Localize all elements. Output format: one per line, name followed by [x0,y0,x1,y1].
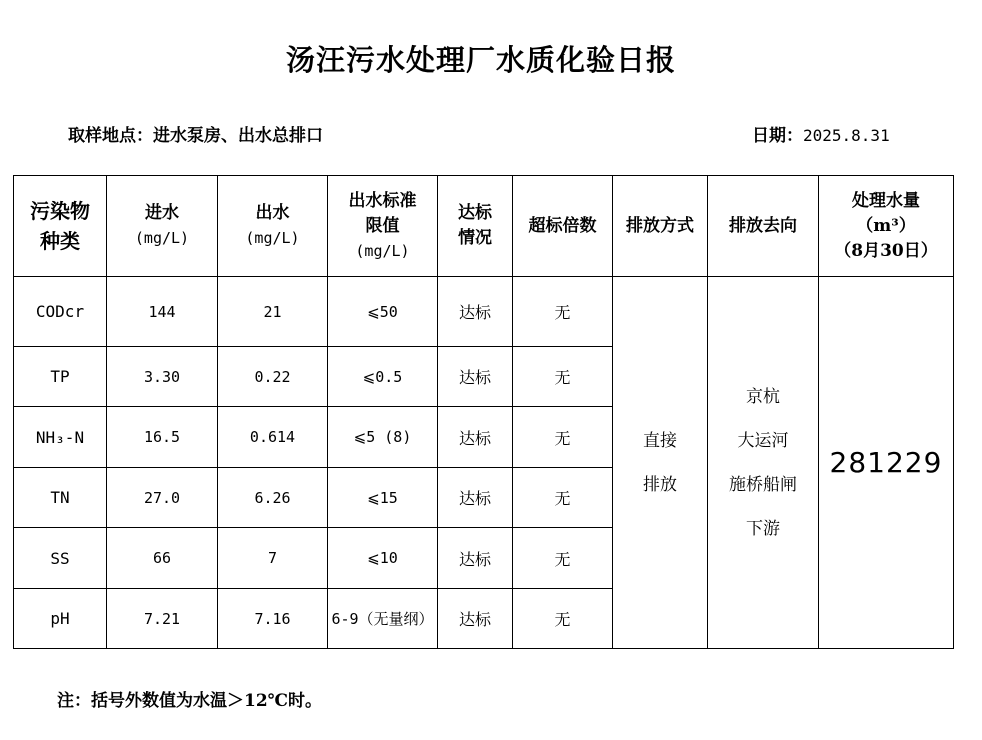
effluent-value: 0.22 [218,347,328,407]
footnote: 注：括号外数值为水温＞12℃时。 [57,691,323,711]
limit-value: ⩽0.5 [328,347,438,407]
exceed-multiple: 无 [513,589,613,649]
influent-value: 27.0 [107,468,218,528]
header-exceed: 超标倍数 [513,176,613,277]
limit-value: ⩽50 [328,277,438,347]
exceed-multiple: 无 [513,528,613,589]
influent-value: 7.21 [107,589,218,649]
limit-value: ⩽15 [328,468,438,528]
water-quality-table [13,175,954,649]
influent-value: 144 [107,277,218,347]
exceed-multiple: 无 [513,277,613,347]
report-title: 汤汪污水处理厂水质化验日报 [285,43,676,77]
pollutant-name: SS [14,528,107,589]
header-limit: 出水标准 限值 (mg/L) [328,176,438,277]
compliance-status: 达标 [438,528,513,589]
header-influent: 进水 (mg/L) [107,176,218,277]
effluent-value: 7.16 [218,589,328,649]
effluent-value: 21 [218,277,328,347]
influent-value: 66 [107,528,218,589]
header-volume: 处理水量 （m³） （8月30日） [819,176,954,277]
effluent-value: 0.614 [218,407,328,468]
limit-value: ⩽5 (8) [328,407,438,468]
pollutant-name: pH [14,589,107,649]
compliance-status: 达标 [438,347,513,407]
compliance-status: 达标 [438,468,513,528]
effluent-value: 7 [218,528,328,589]
pollutant-name: CODcr [14,277,107,347]
exceed-multiple: 无 [513,468,613,528]
limit-value: 6-9（无量纲） [328,589,438,649]
pollutant-name: TN [14,468,107,528]
header-effluent: 出水 (mg/L) [218,176,328,277]
exceed-multiple: 无 [513,407,613,468]
header-discharge-direction: 排放去向 [708,176,819,277]
date-label: 日期： [752,126,803,146]
discharge-method: 直接 排放 [613,277,708,649]
treated-volume: 281229 [819,277,954,649]
header-compliance: 达标 情况 [438,176,513,277]
influent-value: 3.30 [107,347,218,407]
effluent-value: 6.26 [218,468,328,528]
pollutant-name: NH₃-N [14,407,107,468]
compliance-status: 达标 [438,407,513,468]
sampling-location: 取样地点：进水泵房、出水总排口 [68,126,323,146]
pollutant-name: TP [14,347,107,407]
header-discharge-method: 排放方式 [613,176,708,277]
limit-value: ⩽10 [328,528,438,589]
header-pollutant: 污染物 种类 [14,176,107,277]
discharge-direction: 京杭 大运河 施桥船闸 下游 [708,277,819,649]
compliance-status: 达标 [438,277,513,347]
compliance-status: 达标 [438,589,513,649]
header-row [14,176,954,277]
influent-value: 16.5 [107,407,218,468]
date-value: 2025.8.31 [803,126,890,145]
table-row [14,277,954,347]
exceed-multiple: 无 [513,347,613,407]
report-date [752,121,890,146]
